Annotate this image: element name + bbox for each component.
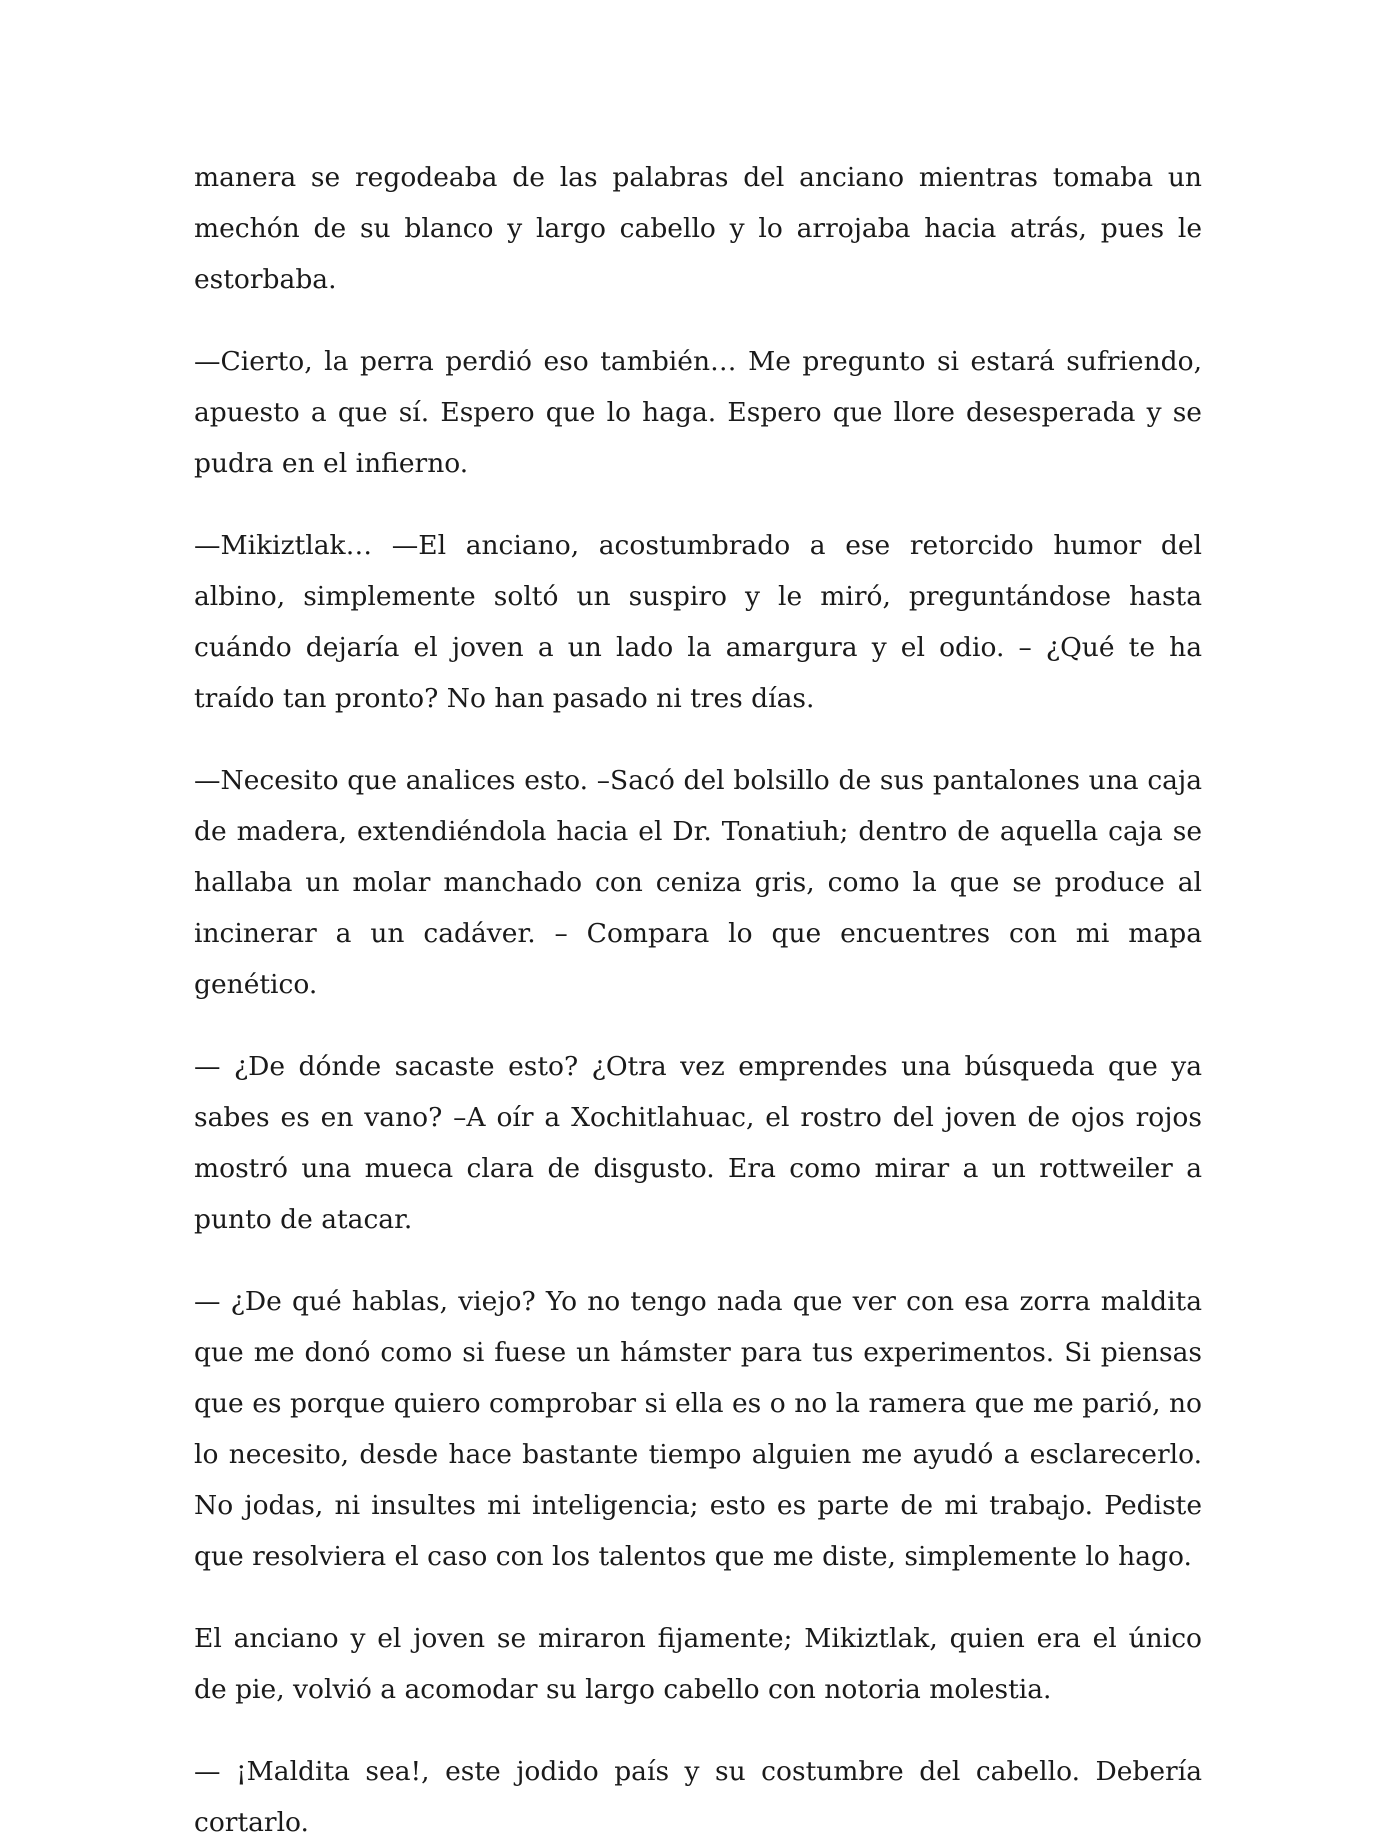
paragraph-4: —Necesito que analices esto. –Sacó del bolsillo de sus pantalones una caja de madera, extendiéndola hacia el Dr. Tonatiuh; dentro de aquella caja se hallaba un molar manchado con ceniza gris, como la que se produce al incinerar a un cadáver. – Compara lo que encuentres con mi mapa genético.	[194, 765, 1202, 1000]
paragraph-3: —Mikiztlak… —El anciano, acostumbrado a ese retorcido humor del albino, simplemente soltó un suspiro y le miró, preguntándose hasta cuándo dejaría el joven a un lado la amargura y el odio. – ¿Qué te ha traído tan pronto? No han pasado ni tres días.	[194, 530, 1202, 714]
paragraph-5: — ¿De dónde sacaste esto? ¿Otra vez emprendes una búsqueda que ya sabes es en vano? –A oír a Xochitlahuac, el rostro del joven de ojos rojos mostró una mueca clara de disgusto. Era como mirar a un rottweiler a punto de atacar.	[194, 1051, 1202, 1235]
paragraph-2: —Cierto, la perra perdió eso también… Me pregunto si estará sufriendo, apuesto a que sí. Espero que lo haga. Espero que llore desesperada y se pudra en el infierno.	[194, 346, 1202, 479]
paragraph-1: manera se regodeaba de las palabras del anciano mientras tomaba un mechón de su blanco y largo cabello y lo arrojaba hacia atrás, pues le estorbaba.	[194, 162, 1202, 295]
paragraph-8: — ¡Maldita sea!, este jodido país y su costumbre del cabello. Debería cortarlo.	[194, 1756, 1202, 1838]
paragraph-6: — ¿De qué hablas, viejo? Yo no tengo nada que ver con esa zorra maldita que me donó como si fuese un hámster para tus experimentos. Si piensas que es porque quiero comprobar si ella es o no la ramera que me parió, no lo necesito, desde hace bastante tiempo alguien me ayudó a esclarecerlo. No jodas, ni insultes mi inteligencia; esto es parte de mi trabajo. Pediste que resolviera el caso con los talentos que me diste, simplemente lo hago.	[194, 1286, 1202, 1572]
document-body	[194, 152, 1202, 1848]
paragraph-7: El anciano y el joven se miraron fijamente; Mikiztlak, quien era el único de pie, volvió a acomodar su largo cabello con notoria molestia.	[194, 1623, 1202, 1705]
